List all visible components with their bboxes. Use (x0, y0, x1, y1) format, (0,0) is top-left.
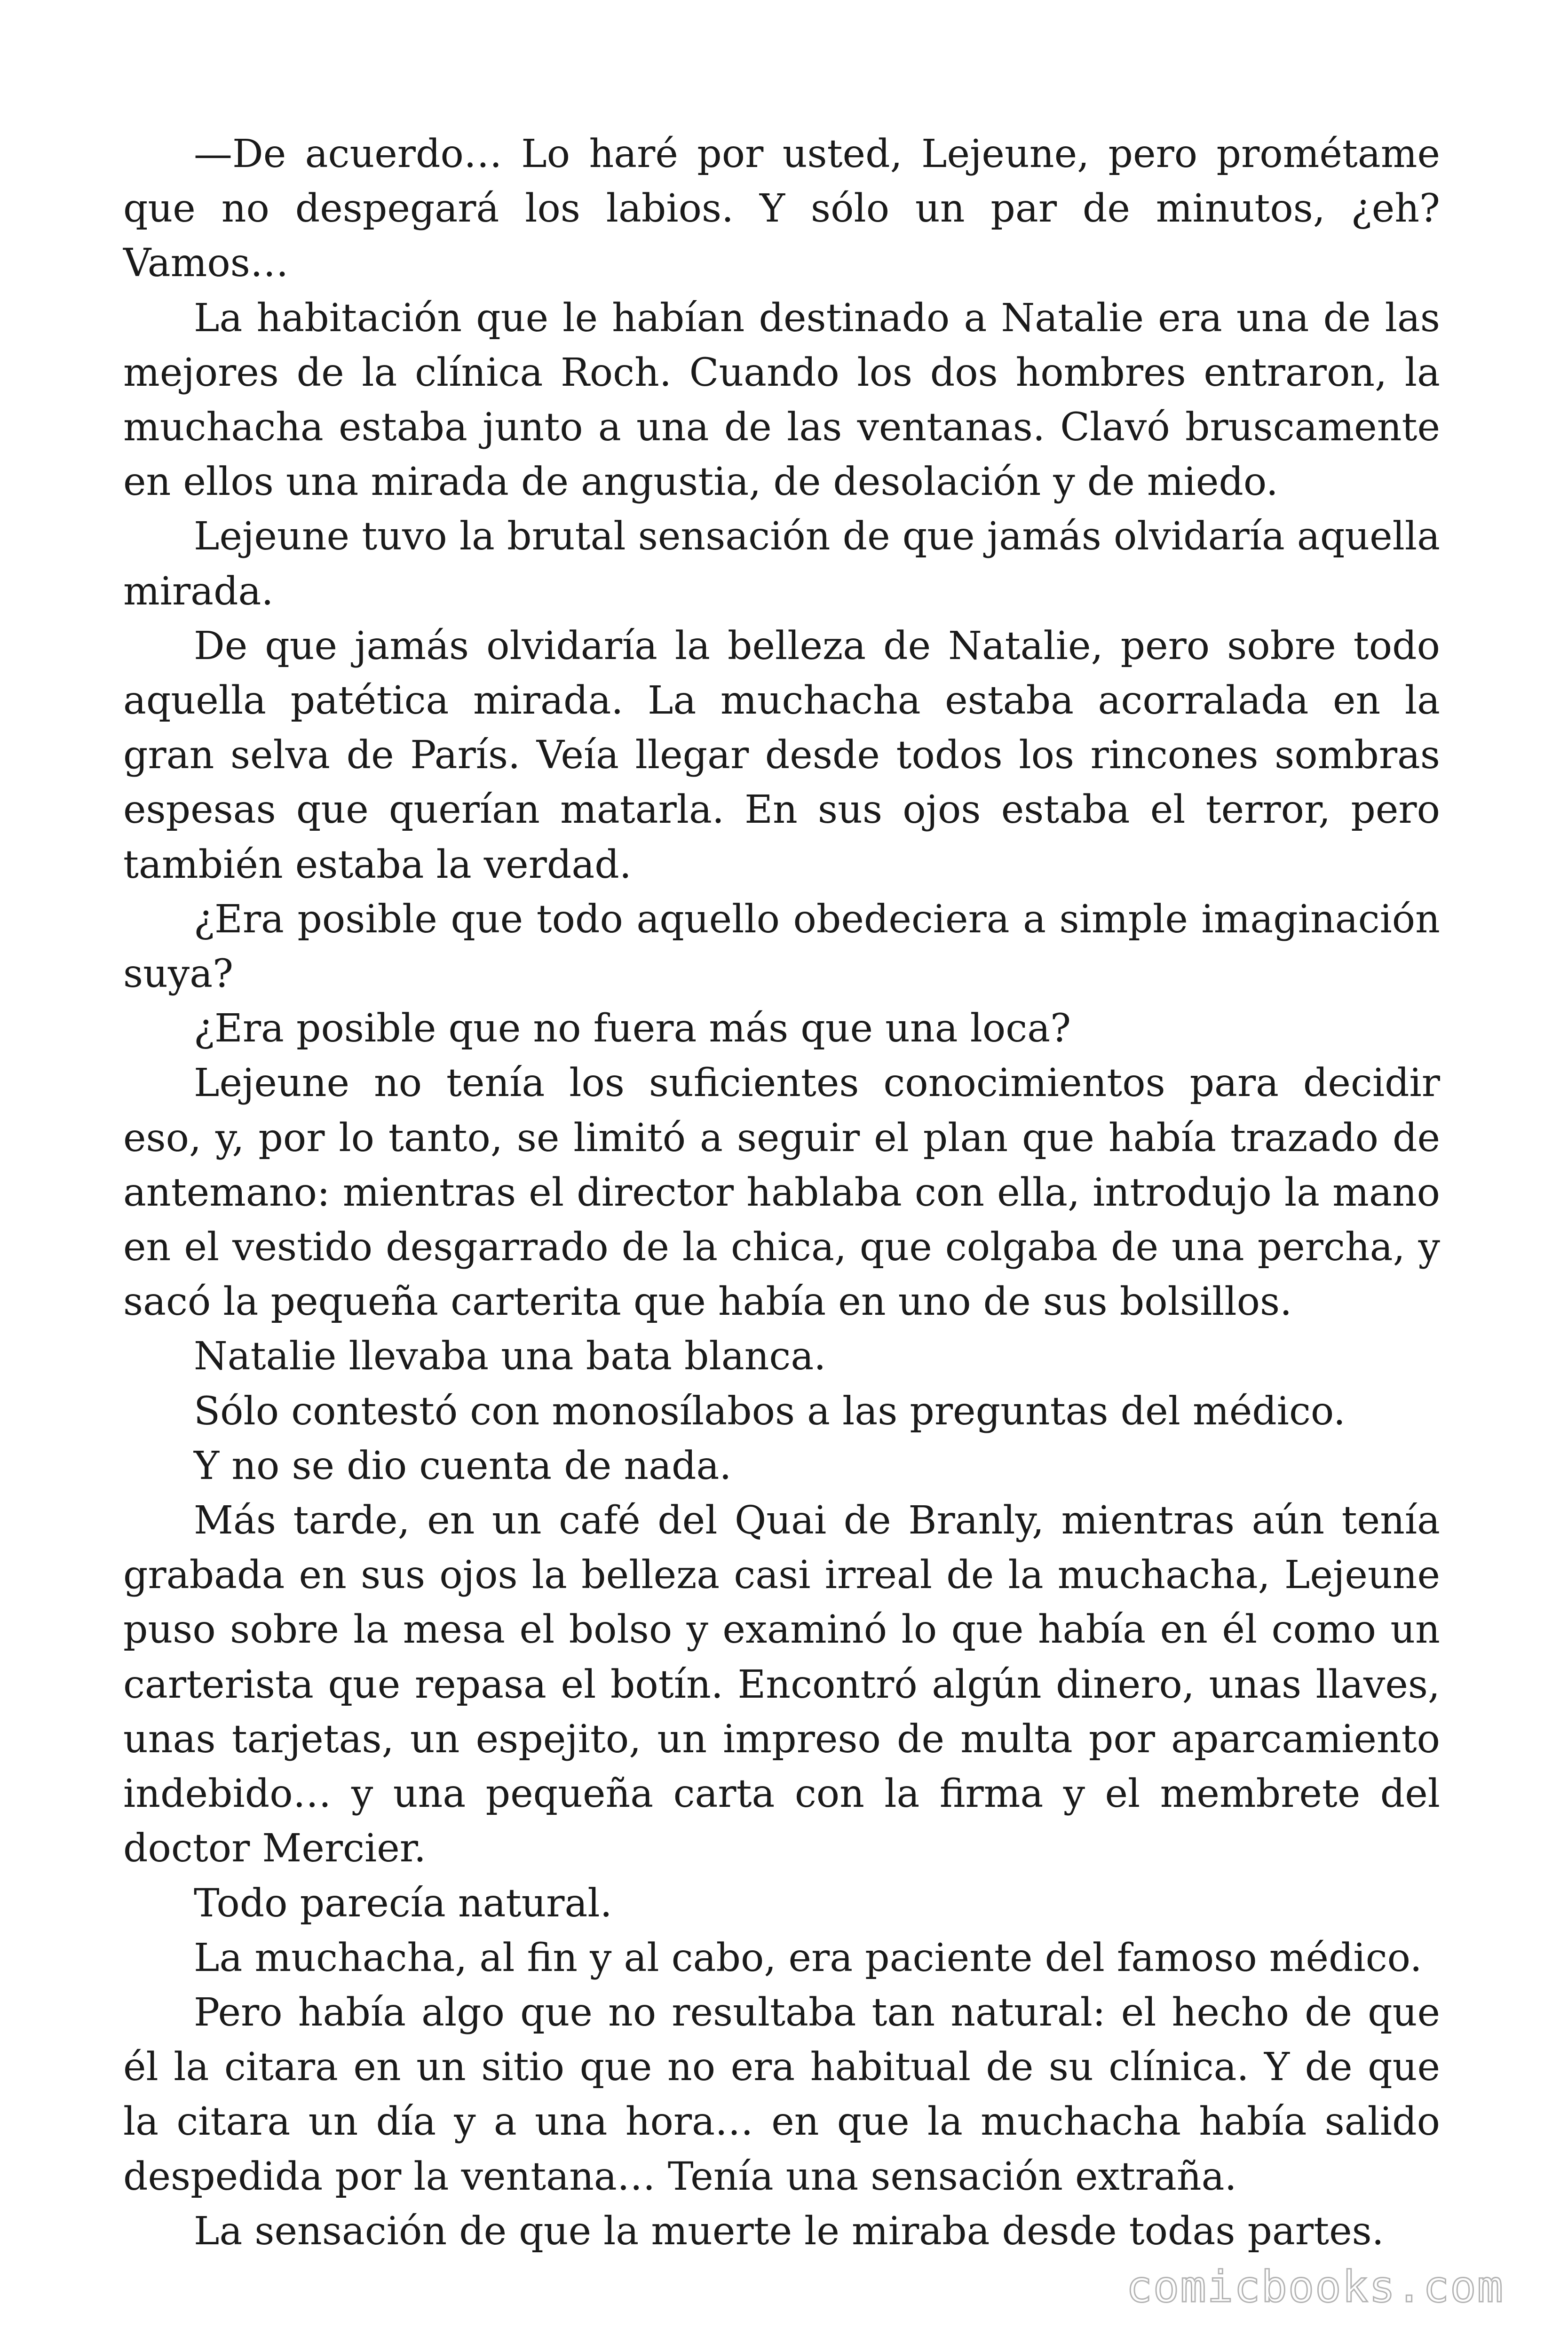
body-text (123, 127, 1440, 2259)
paragraph: Más tarde, en un café del Quai de Branly, mientras aún tenía grabada en sus ojos la belleza casi irreal de la muchacha, Lejeune puso sobre la mesa el bolso y examinó lo que había en él como un carterista que repasa el botín. Encontró algún dinero, unas llaves, unas tarjetas, un espejito, un impreso de multa por aparcamiento indebido… y una pequeña carta con la firma y el membrete del doctor Mercier. (123, 1498, 1440, 1871)
paragraph: Todo parecía natural. (194, 1881, 612, 1926)
paragraph: La muchacha, al fin y al cabo, era paciente del famoso médico. (194, 1935, 1422, 1980)
paragraph: Pero había algo que no resultaba tan natural: el hecho de que él la citara en un sitio que no era habitual de su clínica. Y de que la citara un día y a una hora… en que la muchacha había salido despedida por la ventana… Tenía una sensación extraña. (123, 1990, 1440, 2199)
paragraph: Natalie llevaba una bata blanca. (194, 1334, 826, 1379)
paragraph: La habitación que le habían destinado a Natalie era una de las mejores de la clínica Roch. Cuando los dos hombres entraron, la muchacha estaba junto a una de las ventanas. Clavó bruscamente en ellos una mirada de angustia, de desolación y de miedo. (123, 295, 1440, 505)
paragraph: Lejeune tuvo la brutal sensación de que jamás olvidaría aquella mirada. (123, 514, 1440, 614)
paragraph: ¿Era posible que todo aquello obedeciera a simple imaginación suya? (123, 897, 1440, 997)
paragraph: Lejeune no tenía los suficientes conocimientos para decidir eso, y, por lo tanto, se limitó a seguir el plan que había trazado de antemano: mientras el director hablaba con ella, introdujo la mano en el vestido desgarrado de la chica, que colgaba de una percha, y sacó la pequeña carterita que había en uno de sus bolsillos. (123, 1061, 1440, 1325)
paragraph: —De acuerdo… Lo haré por usted, Lejeune, pero prométame que no despegará los labios. Y sólo un par de minutos, ¿eh? Vamos… (123, 132, 1440, 286)
paragraph: La sensación de que la muerte le miraba desde todas partes. (194, 2209, 1384, 2254)
paragraph: De que jamás olvidaría la belleza de Natalie, pero sobre todo aquella patética mirada. La muchacha estaba acorralada en la gran selva de París. Veía llegar desde todos los rincones sombras espesas que querían matarla. En sus ojos estaba el terror, pero también estaba la verdad. (123, 623, 1440, 887)
watermark: comicbooks.com (1126, 2262, 1504, 2312)
paragraph: Sólo contestó con monosílabos a las preguntas del médico. (194, 1389, 1346, 1434)
paragraph: ¿Era posible que no fuera más que una loca? (194, 1006, 1071, 1051)
paragraph: Y no se dio cuenta de nada. (194, 1443, 732, 1488)
